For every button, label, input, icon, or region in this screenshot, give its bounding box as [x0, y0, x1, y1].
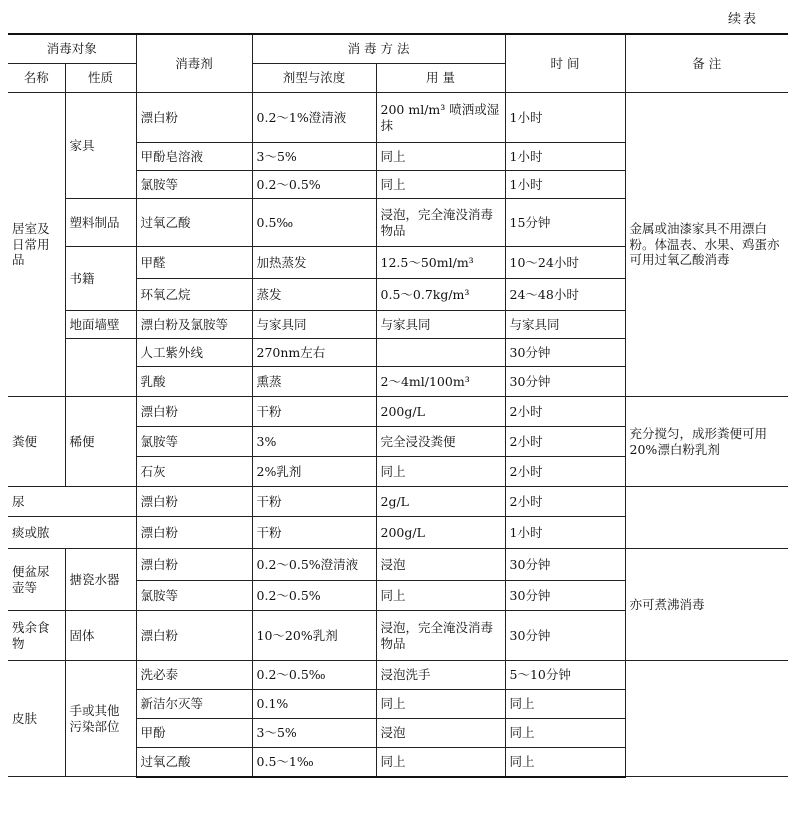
- row-form: 10～20%乳剂: [252, 611, 376, 661]
- row-time: 2小时: [505, 487, 625, 517]
- row-form: 干粉: [252, 397, 376, 427]
- row-agent: 过氧乙酸: [136, 199, 252, 247]
- header-form: 剂型与浓度: [252, 64, 376, 93]
- row-usage: 浸泡，完全淹没消毒物品: [376, 199, 505, 247]
- remark-empty: [625, 661, 788, 777]
- group-urine: 尿: [8, 487, 136, 517]
- group-home: 居室及日常用品: [8, 93, 65, 397]
- nature-thin-feces: 稀便: [65, 397, 136, 487]
- group-food: 残余食物: [8, 611, 65, 661]
- nature-plastic: 塑料制品: [65, 199, 136, 247]
- row-usage: 200 ml/m³ 喷洒或湿抹: [376, 93, 505, 143]
- row-usage: 同上: [376, 748, 505, 777]
- row-agent: 乳酸: [136, 367, 252, 397]
- row-time: 5～10分钟: [505, 661, 625, 690]
- header-agent: 消毒剂: [136, 34, 252, 93]
- row-time: 30分钟: [505, 549, 625, 581]
- row-usage: 同上: [376, 457, 505, 487]
- group-skin: 皮肤: [8, 661, 65, 777]
- row-agent: 氯胺等: [136, 171, 252, 199]
- nature-enamel: 搪瓷水器: [65, 549, 136, 611]
- row-agent: 漂白粉: [136, 397, 252, 427]
- nature-hands: 手或其他污染部位: [65, 661, 136, 777]
- row-usage: [376, 339, 505, 367]
- group-feces: 粪便: [8, 397, 65, 487]
- row-agent: 新洁尔灭等: [136, 690, 252, 719]
- row-time: 2小时: [505, 457, 625, 487]
- row-usage: 2g/L: [376, 487, 505, 517]
- header-method: 消 毒 方 法: [252, 34, 505, 64]
- row-form: 3%: [252, 427, 376, 457]
- row-time: 1小时: [505, 93, 625, 143]
- row-time: 1小时: [505, 143, 625, 171]
- row-time: 30分钟: [505, 367, 625, 397]
- row-time: 同上: [505, 748, 625, 777]
- remark-empty: [625, 487, 788, 549]
- row-agent: 漂白粉: [136, 549, 252, 581]
- nature-floor: 地面墙壁: [65, 311, 136, 339]
- row-agent: 漂白粉及氯胺等: [136, 311, 252, 339]
- row-agent: 漂白粉: [136, 93, 252, 143]
- row-agent: 石灰: [136, 457, 252, 487]
- row-time: 15分钟: [505, 199, 625, 247]
- row-usage: 浸泡洗手: [376, 661, 505, 690]
- row-form: 干粉: [252, 487, 376, 517]
- row-agent: 甲醛: [136, 247, 252, 279]
- row-time: 与家具同: [505, 311, 625, 339]
- group-pot: 便盆尿壶等: [8, 549, 65, 611]
- row-form: 与家具同: [252, 311, 376, 339]
- header-time: 时 间: [505, 34, 625, 93]
- group-sputum: 痰或脓: [8, 517, 136, 549]
- row-usage: 浸泡: [376, 549, 505, 581]
- nature-books: 书籍: [65, 247, 136, 311]
- header-nature: 性质: [65, 64, 136, 93]
- row-time: 同上: [505, 690, 625, 719]
- row-agent: 人工紫外线: [136, 339, 252, 367]
- row-form: 0.2～0.5‰: [252, 661, 376, 690]
- row-agent: 漂白粉: [136, 517, 252, 549]
- row-form: 0.2～1%澄清液: [252, 93, 376, 143]
- row-agent: 漂白粉: [136, 487, 252, 517]
- row-agent: 漂白粉: [136, 611, 252, 661]
- row-usage: 同上: [376, 690, 505, 719]
- row-usage: 12.5～50ml/m³: [376, 247, 505, 279]
- row-agent: 环氧乙烷: [136, 279, 252, 311]
- row-form: 加热蒸发: [252, 247, 376, 279]
- row-form: 0.2～0.5%: [252, 171, 376, 199]
- row-form: 熏蒸: [252, 367, 376, 397]
- remark-feces: 充分搅匀，成形粪便可用20%漂白粉乳剂: [625, 397, 788, 487]
- row-form: 0.5‰: [252, 199, 376, 247]
- row-time: 1小时: [505, 517, 625, 549]
- header-name: 名称: [8, 64, 65, 93]
- row-usage: 同上: [376, 581, 505, 611]
- row-form: 0.2～0.5%澄清液: [252, 549, 376, 581]
- header-remarks: 备 注: [625, 34, 788, 93]
- header-object: 消毒对象: [8, 34, 136, 64]
- continued-label: 续表: [727, 12, 758, 27]
- row-agent: 洗必泰: [136, 661, 252, 690]
- row-usage: 与家具同: [376, 311, 505, 339]
- row-usage: 200g/L: [376, 517, 505, 549]
- nature-solid: 固体: [65, 611, 136, 661]
- nature-empty: [65, 339, 136, 397]
- row-time: 30分钟: [505, 611, 625, 661]
- row-time: 30分钟: [505, 581, 625, 611]
- row-usage: 同上: [376, 143, 505, 171]
- row-agent: 过氧乙酸: [136, 748, 252, 777]
- nature-furniture: 家具: [65, 93, 136, 199]
- row-time: 24～48小时: [505, 279, 625, 311]
- row-agent: 氯胺等: [136, 581, 252, 611]
- row-form: 蒸发: [252, 279, 376, 311]
- row-time: 2小时: [505, 397, 625, 427]
- row-usage: 同上: [376, 171, 505, 199]
- row-form: 3～5%: [252, 143, 376, 171]
- row-form: 270nm左右: [252, 339, 376, 367]
- row-usage: 浸泡: [376, 719, 505, 748]
- row-form: 0.2～0.5%: [252, 581, 376, 611]
- row-usage: 0.5～0.7kg/m³: [376, 279, 505, 311]
- row-agent: 甲酚: [136, 719, 252, 748]
- row-form: 2%乳剂: [252, 457, 376, 487]
- row-usage: 完全浸没粪便: [376, 427, 505, 457]
- row-agent: 甲酚皂溶液: [136, 143, 252, 171]
- row-time: 1小时: [505, 171, 625, 199]
- row-time: 10～24小时: [505, 247, 625, 279]
- header-usage: 用 量: [376, 64, 505, 93]
- row-time: 30分钟: [505, 339, 625, 367]
- row-form: 3～5%: [252, 719, 376, 748]
- row-time: 2小时: [505, 427, 625, 457]
- row-usage: 2～4ml/100m³: [376, 367, 505, 397]
- remark-pot: 亦可煮沸消毒: [625, 549, 788, 661]
- row-form: 0.1%: [252, 690, 376, 719]
- row-form: 0.5～1‰: [252, 748, 376, 777]
- disinfection-table: [8, 33, 788, 778]
- remark-home: 金属或油漆家具不用漂白粉。体温表、水果、鸡蛋亦可用过氧乙酸消毒: [625, 93, 788, 397]
- row-form: 干粉: [252, 517, 376, 549]
- row-time: 同上: [505, 719, 625, 748]
- row-agent: 氯胺等: [136, 427, 252, 457]
- row-usage: 浸泡，完全淹没消毒物品: [376, 611, 505, 661]
- row-usage: 200g/L: [376, 397, 505, 427]
